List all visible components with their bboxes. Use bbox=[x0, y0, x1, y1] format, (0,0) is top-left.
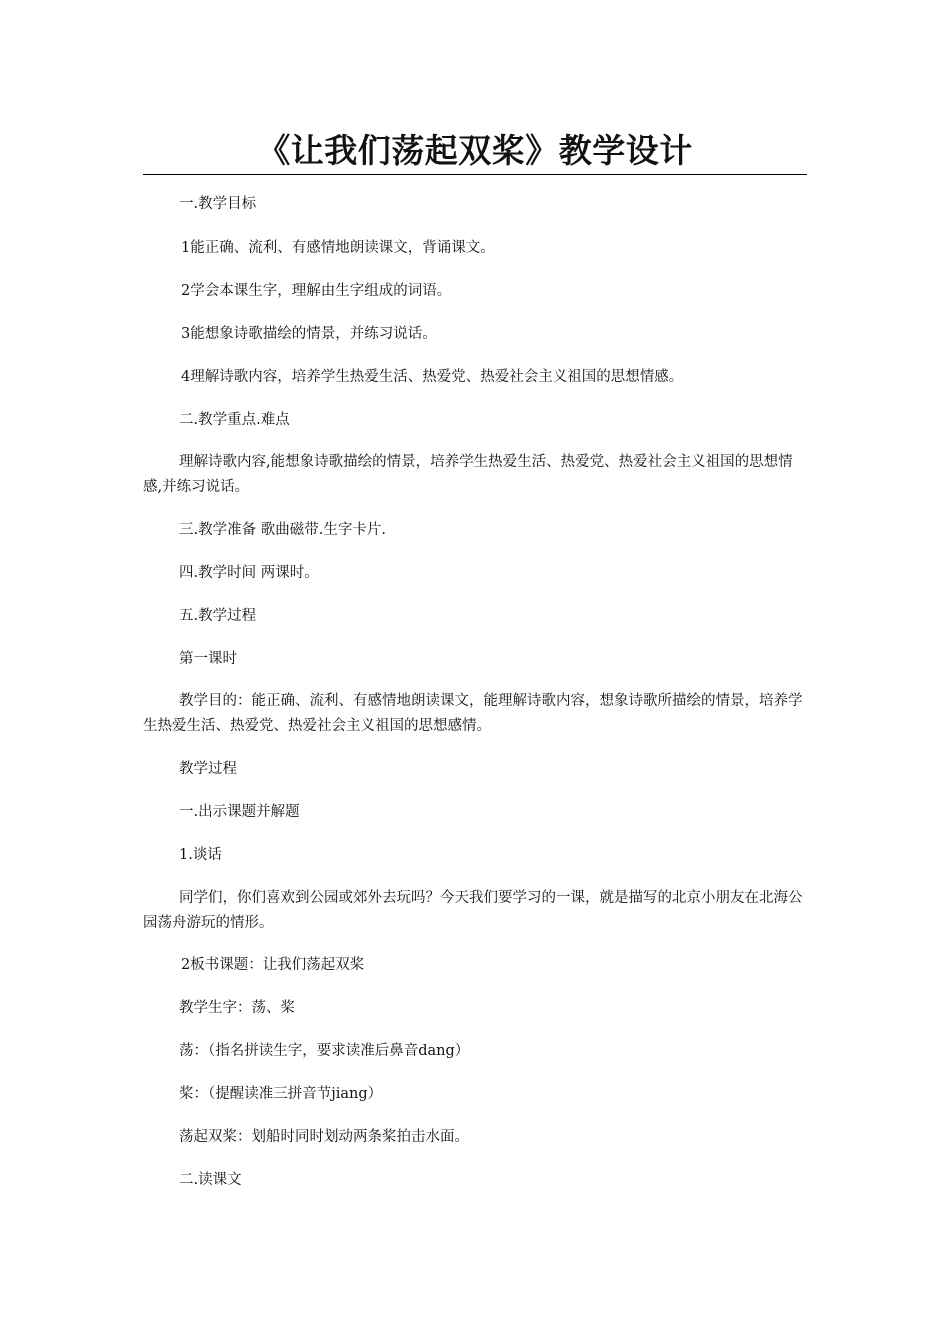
paragraph: 理解诗歌内容,能想象诗歌描绘的情景，培养学生热爱生活、热爱党、热爱社会主义祖国的思想情感,并练习说话。 bbox=[143, 454, 793, 495]
document-title: 《让我们荡起双桨》教学设计 bbox=[257, 131, 693, 170]
paragraph: 荡起双桨：划船时同时划动两条桨拍击水面。 bbox=[179, 1129, 469, 1145]
paragraph: 三.教学准备 歌曲磁带.生字卡片. bbox=[179, 522, 386, 538]
paragraph: 2板书课题：让我们荡起双桨 bbox=[181, 957, 365, 973]
paragraph: 教学生字：荡、桨 bbox=[179, 1000, 295, 1016]
title-underline bbox=[143, 128, 807, 175]
paragraph: 1.谈话 bbox=[179, 847, 222, 863]
paragraph: 荡：（指名拼读生字，要求读准后鼻音dang） bbox=[179, 1043, 470, 1059]
paragraph: 同学们，你们喜欢到公园或郊外去玩吗？今天我们要学习的一课，就是描写的北京小朋友在北海公园荡舟游玩的情形。 bbox=[143, 890, 803, 931]
paragraph: 第一课时 bbox=[179, 651, 237, 667]
paragraph: 3能想象诗歌描绘的情景，并练习说话。 bbox=[181, 326, 437, 342]
paragraph: 二.教学重点.难点 bbox=[179, 412, 290, 428]
paragraph: 四.教学时间 两课时。 bbox=[179, 565, 319, 581]
paragraph: 一.教学目标 bbox=[179, 196, 257, 212]
paragraph: 一.出示课题并解题 bbox=[179, 804, 300, 820]
paragraph: 五.教学过程 bbox=[179, 608, 257, 624]
paragraph: 桨：（提醒读准三拼音节jiang） bbox=[179, 1086, 383, 1102]
paragraph: 二.读课文 bbox=[179, 1172, 242, 1188]
paragraph: 教学过程 bbox=[179, 761, 237, 777]
paragraph: 2学会本课生字，理解由生字组成的词语。 bbox=[181, 283, 452, 299]
paragraph: 4理解诗歌内容，培养学生热爱生活、热爱党、热爱社会主义祖国的思想情感。 bbox=[181, 369, 684, 385]
paragraph: 教学目的：能正确、流利、有感情地朗读课文，能理解诗歌内容，想象诗歌所描绘的情景，培养学生热爱生活、热爱党、热爱社会主义祖国的思想感情。 bbox=[143, 693, 803, 734]
paragraph: 1能正确、流利、有感情地朗读课文，背诵课文。 bbox=[181, 240, 495, 256]
